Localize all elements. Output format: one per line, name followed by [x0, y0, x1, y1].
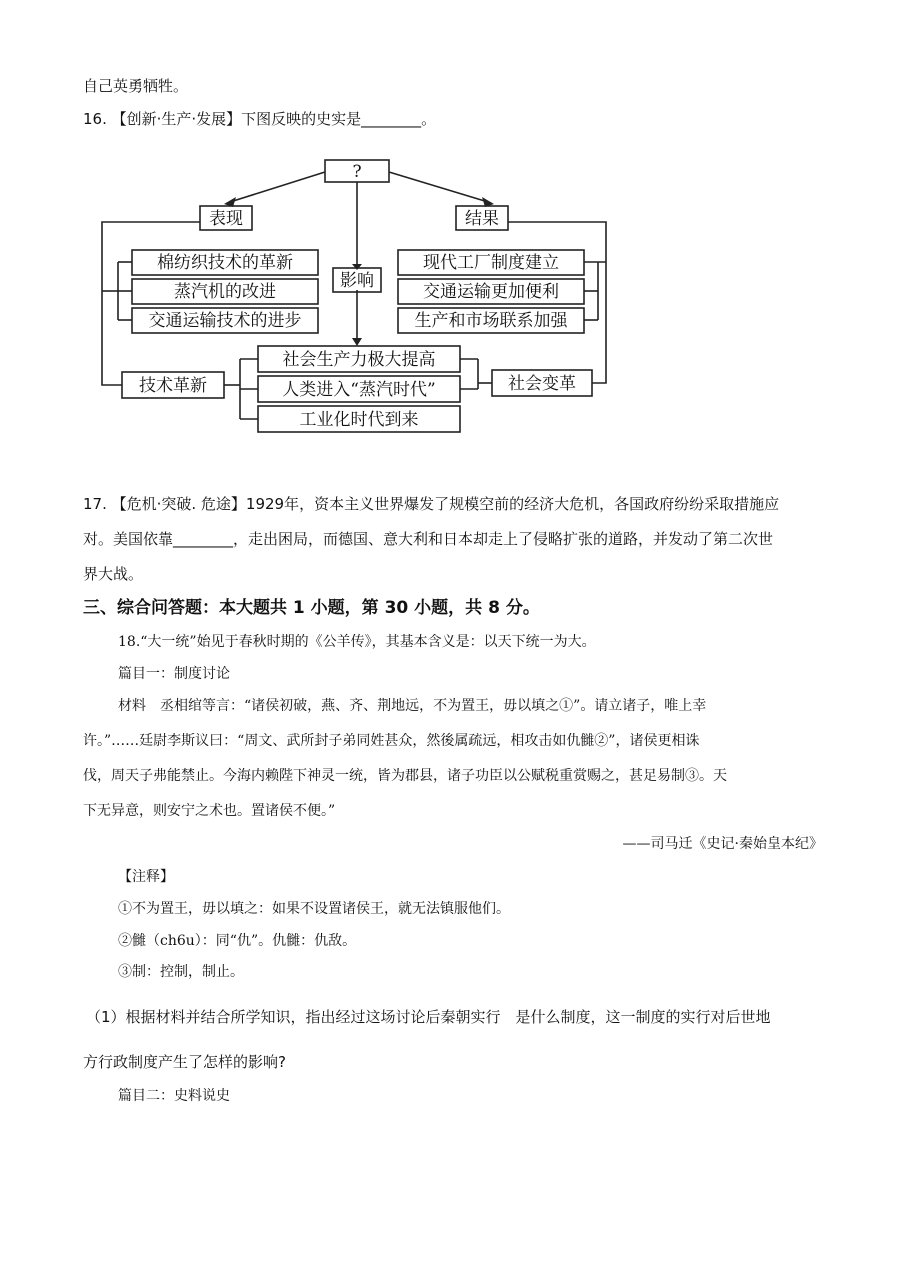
material-line-4: 下无异意，则安宁之术也。置诸侯不便。”: [83, 803, 336, 819]
diagram-right-item: 生产和市场联系加强: [414, 311, 568, 331]
diagram-bottom-item: 人类进入“蒸汽时代”: [282, 380, 436, 400]
diagram-left-item: 棉纺织技术的革新: [157, 253, 293, 273]
diagram-left-item: 蒸汽机的改进: [174, 282, 276, 302]
note-3: ③制：控制，制止。: [118, 964, 244, 980]
notes-heading: 【注释】: [118, 869, 174, 885]
question-18: 18.“大一统”始见于春秋时期的《公羊传》，其基本含义是：以天下统一为大。: [118, 634, 596, 650]
section-3-heading: 三、综合问答题：本大题共 1 小题，第 30 小题，共 8 分。: [83, 598, 540, 618]
question-17-line-1: 17. 【危机·突破. 危途】1929年，资本主义世界爆发了规模空前的经济大危机，各国政府纷纷采取措施应: [83, 495, 780, 513]
industrial-revolution-diagram: [90, 150, 630, 440]
source-citation: ——司马迁《史记·秦始皇本纪》: [622, 836, 823, 852]
diagram-bottom-item: 社会生产力极大提高: [282, 350, 436, 370]
question-17-line-3: 界大战。: [83, 565, 144, 583]
diagram-right-item: 交通运输更加便利: [423, 282, 559, 302]
part-1-title: 篇目一：制度讨论: [118, 666, 230, 682]
question-16: 16. 【创新·生产·发展】下图反映的史实是________。: [83, 110, 437, 128]
material-line-1: 材料 丞相绾等言：“诸侯初破，燕、齐、荆地远，不为置王，毋以填之①”。请立诸子，唯上幸: [118, 698, 707, 714]
note-2: ②雠（ch6u）：同“仇”。仇雠：仇敌。: [118, 933, 357, 949]
diagram-left-header: 表现: [209, 209, 243, 229]
sub-question-1-line-2: 方行政制度产生了怎样的影响?: [83, 1053, 286, 1071]
note-1: ①不为置王，毋以填之：如果不设置诸侯王，就无法镇服他们。: [118, 901, 510, 917]
diagram-top: ?: [352, 162, 362, 182]
sub-question-1-line-1: （1）根据材料并结合所学知识，指出经过这场讨论后秦朝实行 是什么制度，这一制度的实行对后世地: [86, 1008, 771, 1026]
diagram-bottom-item: 工业化时代到来: [299, 410, 419, 430]
material-line-3: 伐，周天子弗能禁止。今海内赖陛下神灵一统，皆为郡县，诸子功臣以公赋税重赏赐之，甚足易制③。天: [83, 768, 727, 784]
text-line-1: 自己英勇牺牲。: [83, 77, 189, 95]
diagram-right-header: 结果: [465, 209, 499, 229]
question-17-line-2: 对。美国依靠________，走出困局，而德国、意大利和日本却走上了侵略扩张的道路，并发动了第二次世: [83, 530, 774, 548]
material-line-2: 许。”……廷尉李斯议曰：“周文、武所封子弟同姓甚众，然後属疏远，相攻击如仇雠②”，诸侯更相诛: [83, 733, 700, 749]
diagram-left-item: 交通运输技术的进步: [148, 311, 302, 331]
part-2-title: 篇目二：史料说史: [118, 1088, 230, 1104]
diagram-left-bottom: 技术革新: [139, 376, 207, 396]
diagram-right-item: 现代工厂制度建立: [423, 253, 559, 273]
diagram-middle: 影响: [340, 271, 374, 291]
diagram-right-bottom: 社会变革: [508, 374, 576, 394]
